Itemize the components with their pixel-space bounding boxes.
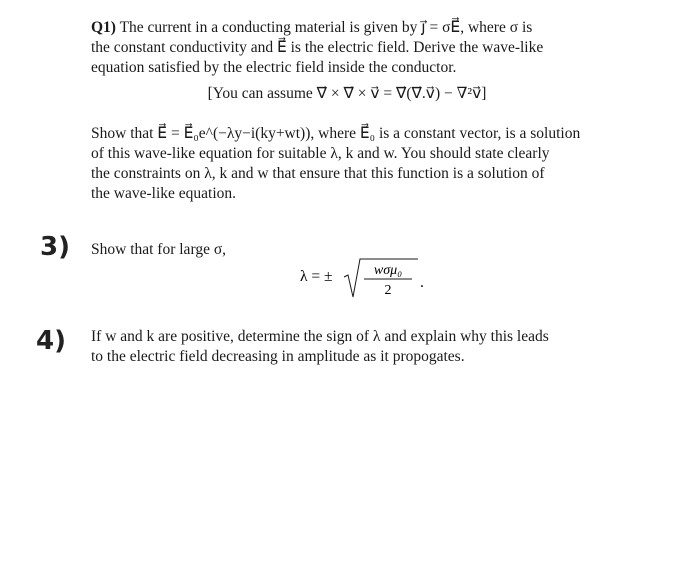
lambda-formula-graphic	[300, 257, 430, 301]
part4-line-2: to the electric field decreasing in amplitude as it propogates.	[91, 348, 465, 365]
q1-line-2: the constant conductivity and E⃗ is the electric field. Derive the wave-like	[91, 39, 544, 56]
part2-paragraph	[91, 124, 631, 204]
part2-line-3: the constraints on λ, k and w that ensure that this function is a solution of	[91, 165, 545, 182]
formula-denominator: 2	[384, 283, 392, 298]
formula-period: .	[420, 274, 424, 291]
lambda-formula	[300, 257, 430, 306]
part2-line-2: of this wave-like equation for suitable λ, k and w. You should state clearly	[91, 145, 550, 162]
part4-paragraph	[91, 327, 631, 367]
part3-line-1: Show that for large σ,	[91, 241, 227, 258]
q1-paragraph	[91, 18, 631, 78]
q1-line-3: equation satisfied by the electric field inside the conductor.	[91, 59, 457, 76]
q1-line-1: Q1) The current in a conducting material is given by j⃗ = σE⃗, where σ is	[91, 19, 533, 36]
part2-line-4: the wave-like equation.	[91, 185, 237, 202]
formula-numerator: wσμ₀	[373, 263, 403, 278]
handwritten-marker-4: 4)	[36, 326, 66, 356]
part4-line-1: If w and k are positive, determine the sign of λ and explain why this leads	[91, 328, 549, 345]
formula-lhs: λ = ±	[300, 268, 333, 285]
handwritten-marker-3: 3)	[40, 232, 70, 262]
q1-label: Q1)	[91, 19, 116, 36]
q1-hint: [You can assume ∇⃗ × ∇⃗ × v⃗ = ∇⃗(∇⃗.v⃗) − ∇²v⃗]	[207, 85, 487, 102]
part2-line-1: Show that E⃗ = E⃗₀e^(−λy−i(ky+wt)), where E⃗₀ is a constant vector, is a solution	[91, 125, 581, 142]
